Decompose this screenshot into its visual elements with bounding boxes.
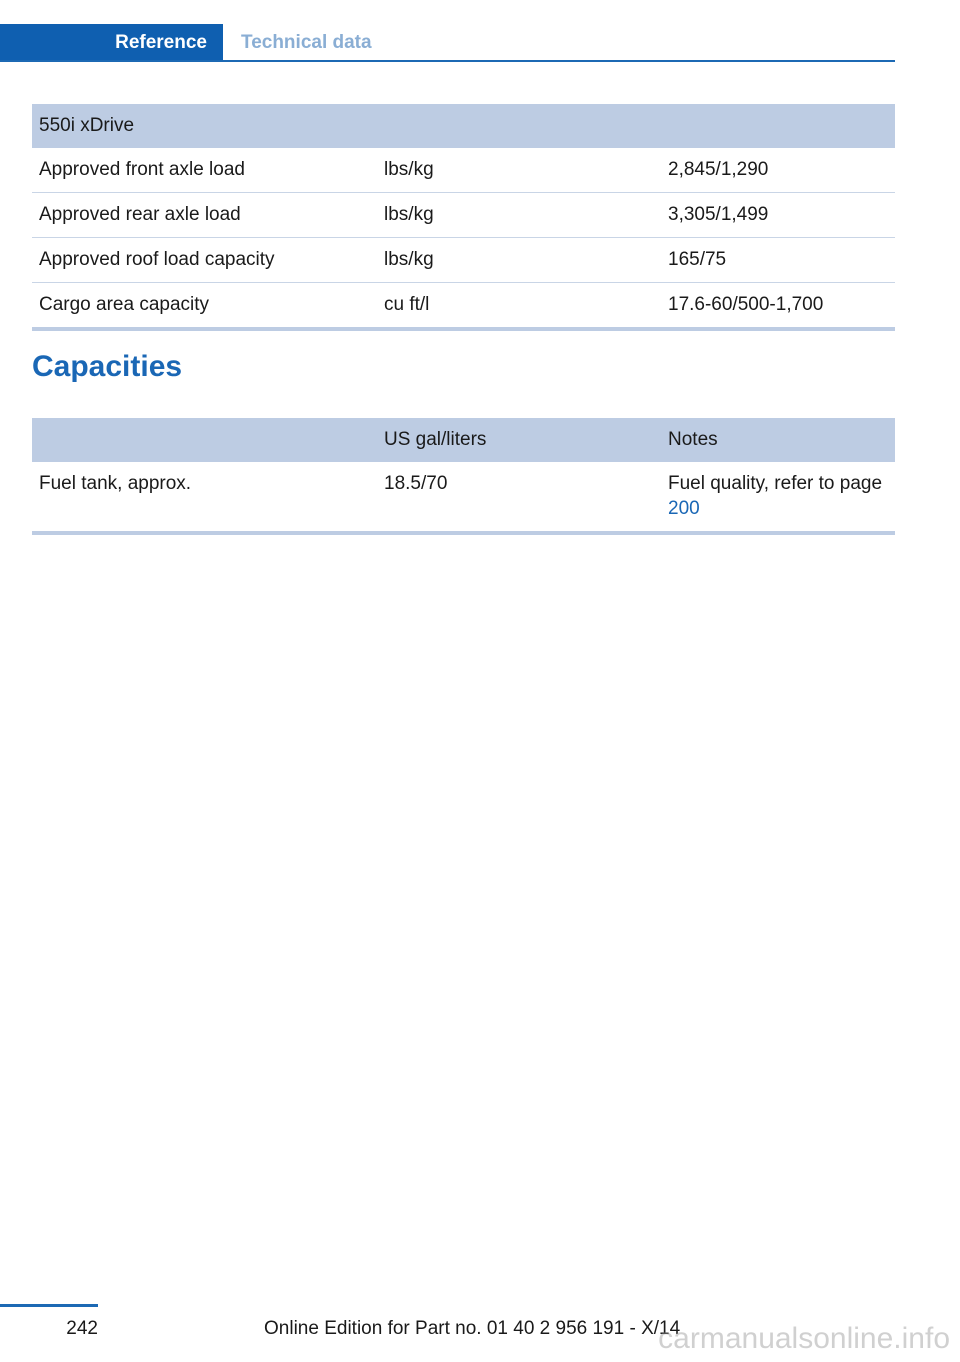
row-label: Approved front axle load [32, 148, 377, 193]
column-header-item [32, 418, 377, 462]
note-text: Fuel quality, refer to page [668, 473, 883, 494]
page-number: 242 [66, 1318, 98, 1339]
tab-technical-data[interactable]: Technical data [241, 32, 372, 53]
table-header-row [32, 418, 895, 462]
page-number-rule [0, 1304, 98, 1307]
table-row [32, 462, 895, 533]
row-label: Fuel tank, approx. [32, 462, 377, 533]
edition-footer: Online Edition for Part no. 01 40 2 956 191 - X/14 [264, 1318, 681, 1339]
row-value: 17.6-60/500-1,700 [661, 283, 895, 330]
weights-table [32, 104, 895, 331]
row-label: Approved roof load capacity [32, 238, 377, 283]
row-value: 18.5/70 [377, 462, 661, 533]
header-bar [0, 24, 895, 62]
table-row [32, 193, 895, 238]
tab-reference[interactable]: Reference [0, 24, 223, 62]
column-header-notes: Notes [661, 418, 895, 462]
table-heading-model: 550i xDrive [32, 104, 895, 148]
row-value: 3,305/1,499 [661, 193, 895, 238]
table-header-row [32, 104, 895, 148]
row-note [661, 462, 895, 533]
table-row [32, 238, 895, 283]
row-unit: cu ft/l [377, 283, 661, 330]
table-row [32, 283, 895, 330]
row-unit: lbs/kg [377, 148, 661, 193]
watermark: carmanualsonline.info [658, 1322, 950, 1355]
row-value: 2,845/1,290 [661, 148, 895, 193]
row-unit: lbs/kg [377, 193, 661, 238]
row-value: 165/75 [661, 238, 895, 283]
section-title-capacities: Capacities [32, 350, 183, 383]
column-header-volume: US gal/liters [377, 418, 661, 462]
row-label: Approved rear axle load [32, 193, 377, 238]
capacities-table [32, 418, 895, 535]
row-label: Cargo area capacity [32, 283, 377, 330]
table-row [32, 148, 895, 193]
header-rule [0, 60, 895, 62]
page-reference-link[interactable]: 200 [668, 498, 700, 519]
row-unit: lbs/kg [377, 238, 661, 283]
